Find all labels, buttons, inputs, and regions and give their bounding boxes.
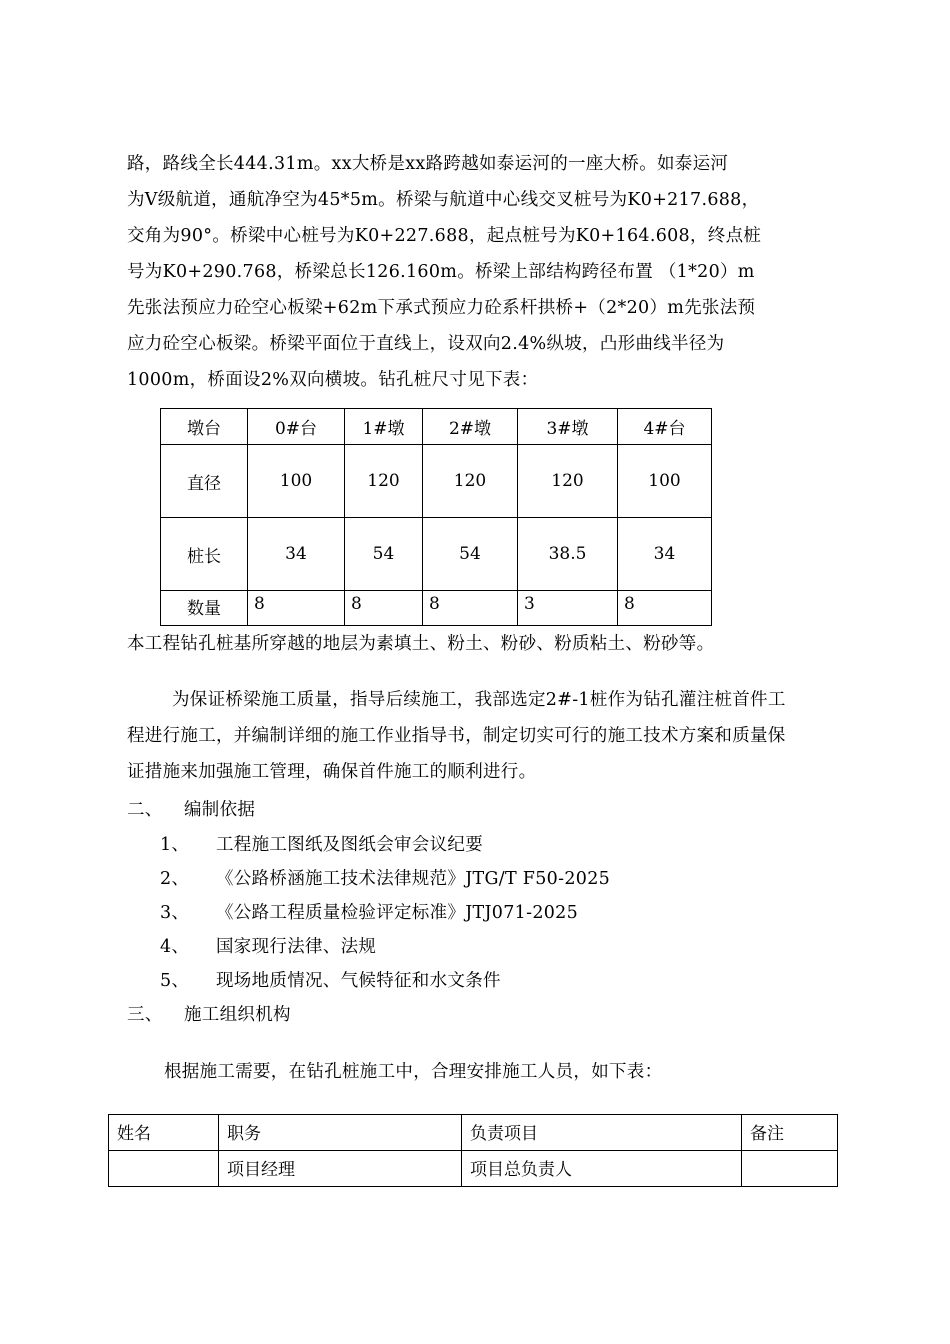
- section-3-intro: 根据施工需要，在钻孔桩施工中，合理安排施工人员，如下表：: [164, 1062, 663, 1082]
- table-header-row: [161, 409, 712, 445]
- table-cell: 项目总负责人: [462, 1151, 742, 1187]
- table-cell: [742, 1151, 838, 1187]
- pile-size-table: [160, 408, 712, 626]
- table-cell: 100: [248, 445, 345, 518]
- table-cell: 备注: [742, 1115, 838, 1151]
- table-cell: 1#墩: [345, 409, 423, 445]
- basis-item-text: 现场地质情况、气候特征和水文条件: [216, 971, 501, 991]
- table-cell: [109, 1151, 219, 1187]
- table-cell: 120: [518, 445, 618, 518]
- basis-item-text: 《公路工程质量检验评定标准》JTJ071-2025: [216, 903, 579, 923]
- basis-item-number: 4、: [160, 937, 190, 957]
- table-cell: 120: [345, 445, 423, 518]
- basis-item-text: 工程施工图纸及图纸会审会议纪要: [216, 835, 483, 855]
- table-cell: 项目经理: [219, 1151, 462, 1187]
- table-cell: 54: [345, 518, 423, 591]
- table-header-row: [109, 1115, 838, 1151]
- basis-item-number: 2、: [160, 869, 190, 889]
- staff-table: [108, 1114, 838, 1187]
- table-row: [109, 1151, 838, 1187]
- first-pile-line-1: 为保证桥梁施工质量，指导后续施工，我部选定2#-1桩作为钻孔灌注桩首件工: [172, 690, 786, 710]
- table-cell: 4#台: [618, 409, 712, 445]
- table-cell: 0#台: [248, 409, 345, 445]
- table-cell: 职务: [219, 1115, 462, 1151]
- table-cell: 8: [423, 591, 518, 626]
- basis-item-number: 5、: [160, 971, 190, 991]
- table-cell: 负责项目: [462, 1115, 742, 1151]
- intro-line-7: 1000m，桥面设2%双向横坡。钻孔桩尺寸见下表：: [127, 370, 539, 390]
- table-cell: 8: [248, 591, 345, 626]
- table-cell: 54: [423, 518, 518, 591]
- table-cell: 数量: [161, 591, 248, 626]
- intro-line-2: 为Ⅴ级航道，通航净空为45*5m。桥梁与航道中心线交叉桩号为K0+217.688，: [127, 190, 760, 210]
- table-cell: 墩台: [161, 409, 248, 445]
- table-cell: 34: [248, 518, 345, 591]
- table-cell: 3: [518, 591, 618, 626]
- section-3-number: 三、: [127, 1005, 163, 1025]
- basis-item-number: 1、: [160, 835, 190, 855]
- first-pile-line-2: 程进行施工，并编制详细的施工作业指导书，制定切实可行的施工技术方案和质量保: [127, 726, 786, 746]
- intro-line-3: 交角为90°。桥梁中心桩号为K0+227.688，起点桩号为K0+164.608，终点桩: [127, 226, 762, 246]
- strata-text: 本工程钻孔桩基所穿越的地层为素填土、粉土、粉砂、粉质粘土、粉砂等。: [127, 634, 715, 654]
- table-cell: 3#墩: [518, 409, 618, 445]
- table-cell: 8: [345, 591, 423, 626]
- intro-line-4: 号为K0+290.768，桥梁总长126.160m。桥梁上部结构跨径布置 （1*20）m: [127, 262, 755, 282]
- basis-item-text: 国家现行法律、法规: [216, 937, 377, 957]
- table-cell: 直径: [161, 445, 248, 518]
- table-row: [161, 591, 712, 626]
- table-row: [161, 518, 712, 591]
- intro-line-5: 先张法预应力砼空心板梁+62m下承式预应力砼系杆拱桥+（2*20）m先张法预: [127, 298, 756, 318]
- table-row: [161, 445, 712, 518]
- table-cell: 8: [618, 591, 712, 626]
- table-cell: 姓名: [109, 1115, 219, 1151]
- section-3-title: 施工组织机构: [184, 1005, 291, 1025]
- table-cell: 120: [423, 445, 518, 518]
- table-cell: 2#墩: [423, 409, 518, 445]
- basis-item-text: 《公路桥涵施工技术法律规范》JTG/T F50-2025: [216, 869, 611, 889]
- section-2-number: 二、: [127, 800, 163, 820]
- basis-item-number: 3、: [160, 903, 190, 923]
- table-cell: 100: [618, 445, 712, 518]
- table-cell: 38.5: [518, 518, 618, 591]
- section-2-title: 编制依据: [184, 800, 256, 820]
- intro-line-6: 应力砼空心板梁。桥梁平面位于直线上，设双向2.4%纵坡，凸形曲线半径为: [127, 334, 725, 354]
- intro-line-1: 路，路线全长444.31m。xx大桥是xx路跨越如泰运河的一座大桥。如泰运河: [127, 154, 729, 174]
- table-cell: 34: [618, 518, 712, 591]
- table-cell: 桩长: [161, 518, 248, 591]
- first-pile-line-3: 证措施来加强施工管理，确保首件施工的顺利进行。: [127, 762, 537, 782]
